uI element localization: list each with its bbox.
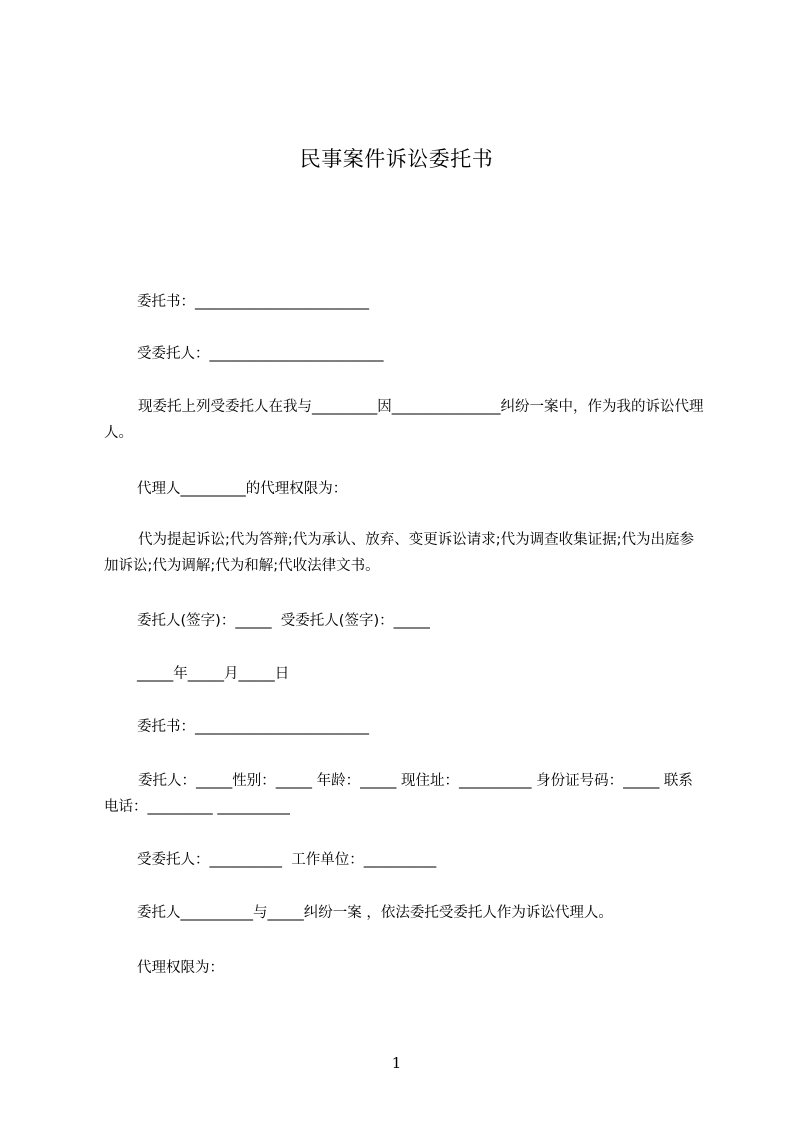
authority-list-text: 代为提起诉讼;代为答辩;代为承认、放弃、变更诉讼请求;代为调查收集证据;代为出庭参加诉讼;代为调解;代为和解;代收法律文书。	[104, 532, 695, 574]
client-info-text: 委托人：_____性别：_____ 年龄：_____ 现住址：__________ 身份证号码：_____ 联系电话：_________ __________	[104, 773, 693, 815]
trustee-line: 受委托人：________________________	[137, 346, 384, 362]
client-info	[104, 768, 704, 820]
trustee-work-line: 受委托人：__________ 工作单位：__________	[137, 852, 437, 868]
entrust-statement	[104, 394, 704, 446]
authority-list	[104, 527, 704, 579]
entrust-statement-text: 现委托上列受委托人在我与_________因_______________纠纷一案中，作为我的诉讼代理人。	[104, 399, 704, 441]
page-number: 1	[391, 1054, 402, 1072]
entrust-line: 委托书：________________________	[137, 294, 369, 310]
document-title: 民事案件诉讼委托书	[299, 147, 494, 171]
authority-heading-2: 代理权限为：	[137, 960, 224, 976]
case-entrust-line: 委托人__________与_____纠纷一案 ，依法委托受委托人作为诉讼代理人。	[137, 905, 613, 921]
agent-authority-heading: 代理人_________的代理权限为：	[137, 481, 348, 497]
signature-line: 委托人(签字)：_____ 受委托人(签字)：_____	[137, 613, 430, 629]
date-line: _____年_____月_____日	[137, 666, 290, 682]
entrust-line-2: 委托书：________________________	[137, 719, 369, 735]
